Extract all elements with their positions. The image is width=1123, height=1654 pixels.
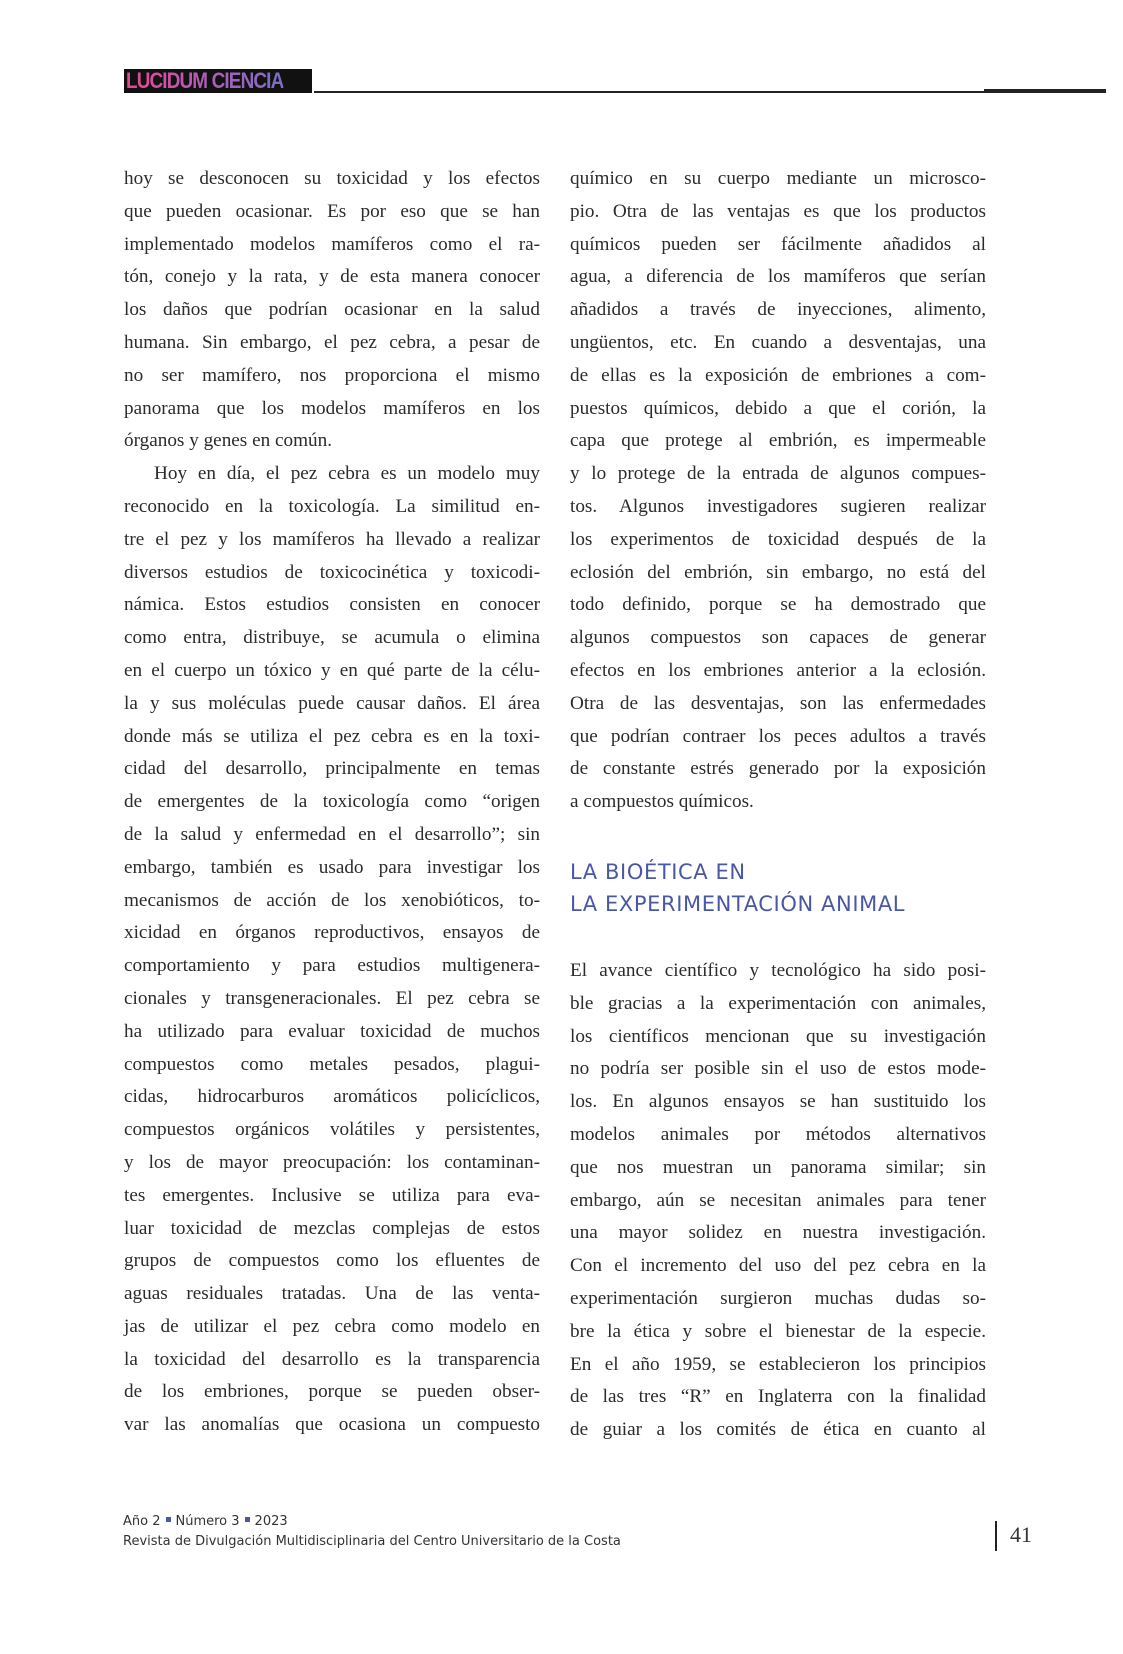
text-line: de guiar a los comités de ética en cuanto al: [570, 1419, 986, 1441]
text-line: compuestos orgánicos volátiles y persistentes,: [124, 1119, 540, 1141]
text-line: en el cuerpo un tóxico y en qué parte de la célu-: [124, 659, 540, 681]
text-line: puestos químicos, debido a que el corión, la: [570, 397, 986, 419]
text-line: de la salud y enfermedad en el desarrollo”; sin: [124, 823, 540, 845]
text-line: comportamiento y para estudios multigenera-: [124, 955, 540, 977]
left-column: [124, 163, 540, 1442]
text-line: tes emergentes. Inclusive se utiliza para eva-: [124, 1184, 540, 1206]
text-line: panorama que los modelos mamíferos en los: [124, 397, 540, 419]
header-rule: [314, 91, 984, 93]
text-line: los experimentos de toxicidad después de la: [570, 528, 986, 550]
section-heading-line-1: LA BIOÉTICA EN: [570, 860, 746, 884]
text-line: los daños que podrían ocasionar en la salud: [124, 299, 540, 321]
text-line: a compuestos químicos.: [570, 791, 754, 813]
text-line: xicidad en órganos reproductivos, ensayos de: [124, 922, 540, 944]
footer-year: Año 2: [123, 1514, 161, 1529]
text-line: no ser mamífero, nos proporciona el mismo: [124, 364, 540, 386]
text-line: jas de utilizar el pez cebra como modelo en: [124, 1315, 540, 1337]
text-line: cionales y transgeneracionales. El pez cebra se: [124, 987, 540, 1009]
text-line: la y sus moléculas puede causar daños. El área: [124, 692, 540, 714]
text-line: de las tres “R” en Inglaterra con la finalidad: [570, 1386, 986, 1408]
text-line: tos. Algunos investigadores sugieren realizar: [570, 495, 986, 517]
journal-name: Revista de Divulgación Multidisciplinaria del Centro Universitario de la Costa: [123, 1534, 621, 1549]
text-line: todo definido, porque se ha demostrado que: [570, 594, 986, 616]
issue-info: [123, 1512, 621, 1532]
section-heading: [570, 856, 905, 920]
text-line: que pueden ocasionar. Es por eso que se han: [124, 200, 540, 222]
text-line: y lo protege de la entrada de algunos compues-: [570, 463, 986, 485]
text-line: órganos y genes en común.: [124, 430, 332, 452]
text-line: En el año 1959, se establecieron los principios: [570, 1353, 986, 1375]
text-line: diversos estudios de toxicocinética y toxicodi-: [124, 561, 540, 583]
text-line: pio. Otra de las ventajas es que los productos: [570, 200, 986, 222]
text-line: y los de mayor preocupación: los contaminan-: [124, 1151, 540, 1173]
text-line: eclosión del embrión, sin embargo, no está del: [570, 561, 986, 583]
text-line: cidas, hidrocarburos aromáticos policíclicos,: [124, 1086, 540, 1108]
text-line: como entra, distribuye, se acumula o elimina: [124, 627, 540, 649]
text-line: de los embriones, porque se pueden obser-: [124, 1381, 540, 1403]
text-line: no podría ser posible sin el uso de estos mode-: [570, 1058, 986, 1080]
text-line: agua, a diferencia de los mamíferos que serían: [570, 266, 986, 288]
text-line: de emergentes de la toxicología como “origen: [124, 791, 540, 813]
separator-square-icon: [245, 1517, 250, 1522]
text-line: embargo, también es usado para investigar los: [124, 856, 540, 878]
text-line: luar toxicidad de mezclas complejas de estos: [124, 1217, 540, 1239]
text-line: la toxicidad del desarrollo es la transparencia: [124, 1348, 540, 1370]
text-line: compuestos como metales pesados, plagui-: [124, 1053, 540, 1075]
text-line: Otra de las desventajas, son las enfermedades: [570, 692, 986, 714]
text-line: químico en su cuerpo mediante un microsco-: [570, 168, 986, 189]
text-line: Con el incremento del uso del pez cebra en la: [570, 1255, 986, 1277]
text-line: los científicos mencionan que su investigación: [570, 1025, 986, 1047]
text-line: de ellas es la exposición de embriones a com-: [570, 364, 986, 386]
paragraph-start: Hoy en día, el pez cebra es un modelo muy: [154, 463, 540, 485]
page-number: 41: [1010, 1522, 1032, 1547]
text-line: embargo, aún se necesitan animales para tener: [570, 1189, 986, 1211]
text-line: de constante estrés generado por la exposición: [570, 758, 986, 780]
text-line: químicos pueden ser fácilmente añadidos al: [570, 233, 986, 255]
text-line: hoy se desconocen su toxicidad y los efectos: [124, 168, 540, 189]
text-line: cidad del desarrollo, principalmente en temas: [124, 758, 540, 780]
text-line: efectos en los embriones anterior a la eclosión.: [570, 659, 986, 681]
text-line: ungüentos, etc. En cuando a desventajas, una: [570, 331, 986, 353]
text-line: El avance científico y tecnológico ha sido posi-: [570, 960, 986, 981]
footer-date: 2023: [254, 1514, 288, 1529]
page-footer: [123, 1512, 621, 1552]
text-line: que podrían contraer los peces adultos a través: [570, 725, 986, 747]
right-column-top: [570, 163, 986, 819]
text-line: una mayor solidez en nuestra investigación.: [570, 1222, 986, 1244]
text-line: mecanismos de acción de los xenobióticos, to-: [124, 889, 540, 911]
section-heading-line-2: LA EXPERIMENTACIÓN ANIMAL: [570, 892, 906, 916]
text-line: bre la ética y sobre el bienestar de la especie.: [570, 1320, 986, 1342]
text-line: implementado modelos mamíferos como el ra-: [124, 233, 540, 255]
text-line: námica. Estos estudios consisten en conocer: [124, 594, 540, 616]
text-line: ha utilizado para evaluar toxicidad de muchos: [124, 1020, 540, 1042]
text-line: modelos animales por métodos alternativos: [570, 1123, 986, 1145]
text-line: tón, conejo y la rata, y de esta manera conocer: [124, 266, 540, 288]
text-line: var las anomalías que ocasiona un compuesto: [124, 1414, 540, 1436]
separator-square-icon: [166, 1517, 171, 1522]
text-line: grupos de compuestos como los efluentes de: [124, 1250, 540, 1272]
page-number-divider: [995, 1521, 997, 1551]
footer-issue: Número 3: [175, 1514, 240, 1529]
text-line: ble gracias a la experimentación con animales,: [570, 992, 986, 1014]
text-line: reconocido en la toxicología. La similitud en-: [124, 495, 540, 517]
text-line: los. En algunos ensayos se han sustituido los: [570, 1091, 986, 1113]
text-line: donde más se utiliza el pez cebra es en la toxi-: [124, 725, 540, 747]
text-line: algunos compuestos son capaces de generar: [570, 627, 986, 649]
text-line: que nos muestran un panorama similar; sin: [570, 1156, 986, 1178]
text-line: tre el pez y los mamíferos ha llevado a realizar: [124, 528, 540, 550]
text-line: aguas residuales tratadas. Una de las venta-: [124, 1283, 540, 1305]
right-column-bottom: [570, 955, 986, 1447]
text-line: añadidos a través de inyecciones, alimento,: [570, 299, 986, 321]
text-line: humana. Sin embargo, el pez cebra, a pesar de: [124, 331, 540, 353]
journal-logo-text: LUCIDUM CIENCIA: [126, 68, 284, 93]
text-line: experimentación surgieron muchas dudas so-: [570, 1287, 986, 1309]
journal-logo: [124, 69, 312, 93]
text-line: capa que protege al embrión, es impermeable: [570, 430, 986, 452]
header-rule-accent: [984, 89, 1106, 93]
